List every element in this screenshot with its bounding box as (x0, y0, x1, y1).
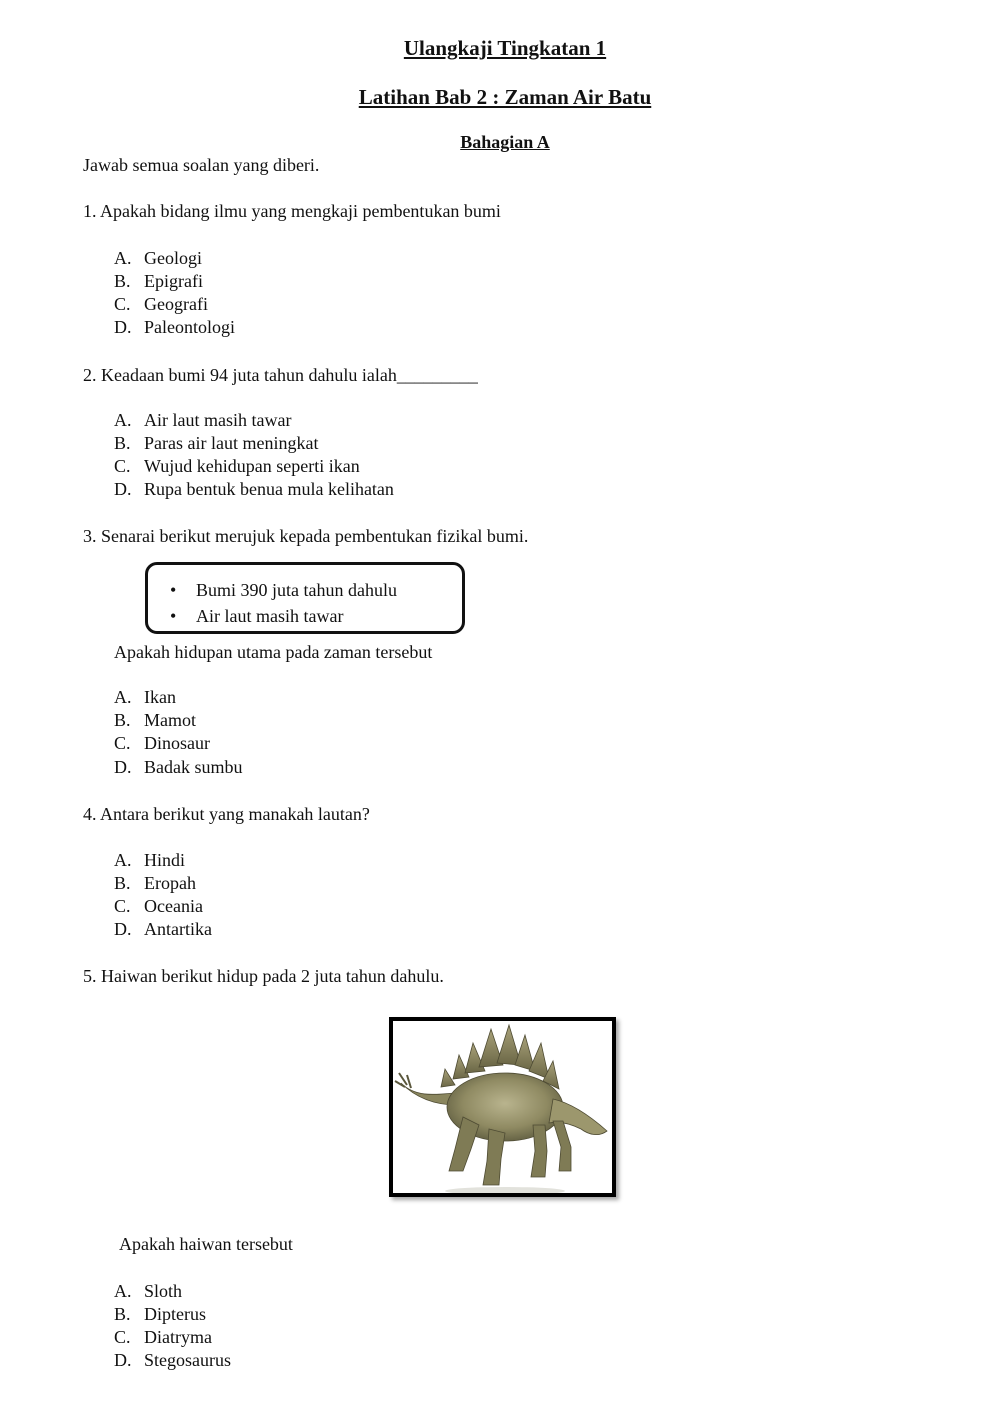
question-3 (83, 526, 528, 547)
option-2a[interactable]: A. Air laut masih tawar (114, 410, 292, 430)
list-item: • Bumi 390 juta tahun dahulu (170, 580, 397, 600)
question-text: Senarai berikut merujuk kepada pembentukan fizikal bumi. (101, 526, 529, 546)
info-list (170, 577, 397, 629)
option-2d[interactable]: D. Rupa bentuk benua mula kelihatan (114, 479, 394, 499)
option-3b[interactable]: B. Mamot (114, 710, 196, 730)
question-text: Antara berikut yang manakah lautan? (100, 804, 370, 824)
option-2c[interactable]: C. Wujud kehidupan seperti ikan (114, 456, 360, 476)
option-4b[interactable]: B. Eropah (114, 873, 196, 893)
option-5a[interactable]: A. Sloth (114, 1281, 183, 1301)
question-text: Keadaan bumi 94 juta tahun dahulu ialah_________ (101, 365, 478, 385)
question-5-followup: Apakah haiwan tersebut (119, 1234, 293, 1254)
option-4a[interactable]: A. Hindi (114, 850, 186, 870)
question-text: Apakah bidang ilmu yang mengkaji pembentukan bumi (100, 201, 501, 221)
question-3-followup: Apakah hidupan utama pada zaman tersebut (114, 642, 433, 662)
question-text: Haiwan berikut hidup pada 2 juta tahun dahulu. (101, 966, 444, 986)
instruction: Jawab semua soalan yang diberi. (83, 155, 320, 175)
option-1c[interactable]: C. Geografi (114, 294, 208, 314)
option-4c[interactable]: C. Oceania (114, 896, 203, 916)
question-number: 3. (83, 526, 97, 546)
page-subtitle: Latihan Bab 2 : Zaman Air Batu (358, 85, 652, 109)
info-box (145, 562, 465, 634)
option-3c[interactable]: C. Dinosaur (114, 733, 210, 753)
question-number: 4. (83, 804, 97, 824)
page-title: Ulangkaji Tingkatan 1 (403, 36, 607, 60)
option-5c[interactable]: C. Diatryma (114, 1327, 212, 1347)
question-1 (83, 201, 501, 222)
section-title: Bahagian A (460, 132, 550, 152)
option-5d[interactable]: D. Stegosaurus (114, 1350, 231, 1370)
option-3a[interactable]: A. Ikan (114, 687, 176, 707)
option-4d[interactable]: D. Antartika (114, 919, 212, 939)
question-2 (83, 365, 478, 386)
question-4 (83, 804, 370, 825)
question-number: 1. (83, 201, 97, 221)
stegosaurus-icon (393, 1021, 612, 1193)
option-2b[interactable]: B. Paras air laut meningkat (114, 433, 319, 453)
option-5b[interactable]: B. Dipterus (114, 1304, 206, 1324)
question-number: 5. (83, 966, 97, 986)
option-1d[interactable]: D. Paleontologi (114, 317, 235, 337)
list-item: • Air laut masih tawar (170, 606, 344, 626)
option-1b[interactable]: B. Epigrafi (114, 271, 203, 291)
stegosaurus-image (389, 1017, 616, 1197)
option-1a[interactable]: A. Geologi (114, 248, 202, 268)
question-number: 2. (83, 365, 97, 385)
option-3d[interactable]: D. Badak sumbu (114, 757, 243, 777)
question-5 (83, 966, 444, 987)
